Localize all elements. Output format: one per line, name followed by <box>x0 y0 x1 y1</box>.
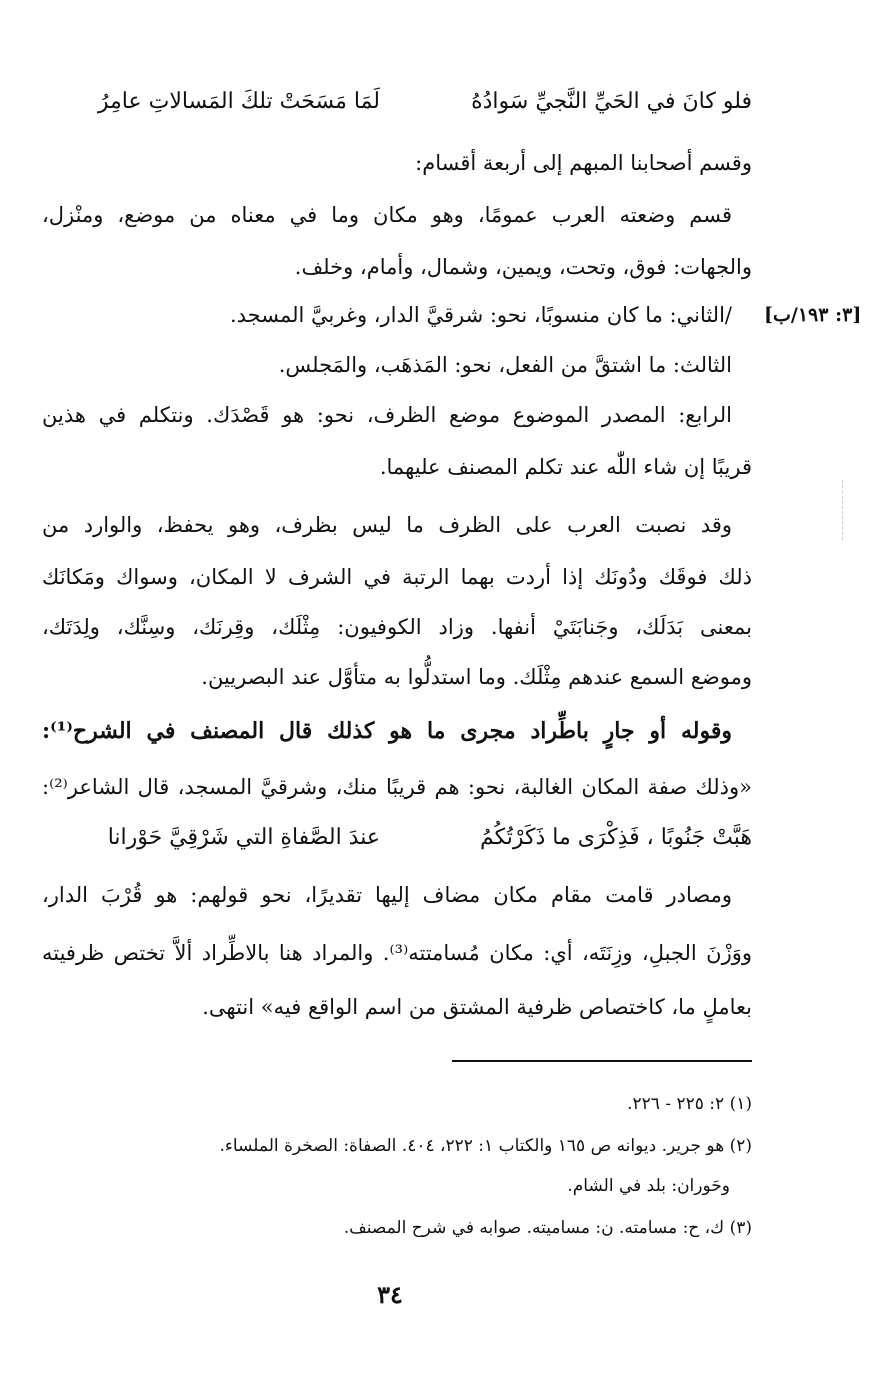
margin-reference: [٣: ١٩٣/ب] <box>764 304 862 326</box>
text-line-7: قريبًا إن شاء اللّٰه عند تكلم المصنف عليهما. <box>379 455 752 479</box>
text-line-10: بمعنى بَدَلَك، وجَنابَتَيْ أنفها. وزاد الكوفيون: مِثْلَك، وقِرنَك، وسِنَّك، ولِدَتَك، <box>42 615 752 639</box>
text-line-13: «وذلك صفة المكان الغالبة، نحو: هم قريبًا منك، وشرقيَّ المسجد، قال الشاعر⁽²⁾: <box>42 775 752 799</box>
text-line-12: وقوله أو جارٍ باطِّراد مجرى ما هو كذلك قال المصنف في الشرح⁽¹⁾: <box>42 718 732 744</box>
page-number: ٣٤ <box>377 1280 403 1309</box>
verse2-first-hemistich: هَبَّتْ جَنُوبًا ، فَذِكْرَى ما ذَكَرْتُكُمُ <box>479 825 752 850</box>
text-line-8: وقد نصبت العرب على الظرف ما ليس بظرف، وهو يحفظ، والوارد من <box>42 513 732 537</box>
text-line-3: والجهات: فوق، وتحت، ويمين، وشمال، وأمام، وخلف. <box>294 255 752 279</box>
text-line-11: وموضع السمع عندهم مِثْلَك. وما استدلُّوا به متأوَّل عند البصريين. <box>201 665 752 689</box>
footnote-separator <box>452 1060 752 1062</box>
footnote-2: (٢) هو جرير. ديوانه ص ١٦٥ والكتاب ١: ٢٢٢، ٤٠٤. الصفاة: الصخرة الملساء. <box>219 1136 752 1156</box>
text-line-4: /الثاني: ما كان منسوبًا، نحو: شرقيَّ الدار، وغربيَّ المسجد. <box>229 303 732 327</box>
text-line-16: بعاملٍ ما، كاختصاص ظرفية المشتق من اسم الواقع فيه» انتهى. <box>202 995 752 1019</box>
footnote-2-continued: وحَوران: بلد في الشام. <box>567 1176 730 1196</box>
verse1-first-hemistich: فلو كانَ في الحَيِّ النَّجيِّ سَوادُهُ <box>471 89 752 114</box>
text-line-9: ذلك فوقَك ودُونَك إذا أردت بهما الرتبة في الشرف لا المكان، وسواك ومَكانَك <box>42 565 752 589</box>
footnote-1: (١) ٢: ٢٢٥ - ٢٢٦. <box>627 1094 752 1114</box>
text-line-15: ووَزْنَ الجبلِ، وزِنَتَه، أي: مكان مُسامتته⁽³⁾. والمراد هنا بالاطِّراد ألاَّ تختص ظرفيته <box>42 941 752 965</box>
text-line-1: وقسم أصحابنا المبهم إلى أربعة أقسام: <box>415 151 752 175</box>
text-line-14: ومصادر قامت مقام مكان مضاف إليها تقديرًا، نحو قولهم: هو قُرْبَ الدار، <box>42 883 732 907</box>
margin-mark <box>842 480 844 540</box>
text-line-5: الثالث: ما اشتقَّ من الفعل، نحو: المَذهَب، والمَجلس. <box>278 353 732 377</box>
text-line-6: الرابع: المصدر الموضوع موضع الظرف، نحو: هو قَصْدَك. ونتكلم في هذين <box>42 403 732 427</box>
text-line-2: قسم وضعته العرب عمومًا، وهو مكان وما في معناه من موضع، ومنْزل، <box>42 203 732 227</box>
footnote-3: (٣) ك، ح: مسامته. ن: مساميته. صوابه في شرح المصنف. <box>343 1218 752 1238</box>
verse2-second-hemistich: عندَ الصَّفاةِ التي شَرْقِيَّ حَوْرانا <box>107 825 380 850</box>
verse1-second-hemistich: لَمَا مَسَحَتْ تلكَ المَسالاتِ عامِرُ <box>97 89 380 114</box>
